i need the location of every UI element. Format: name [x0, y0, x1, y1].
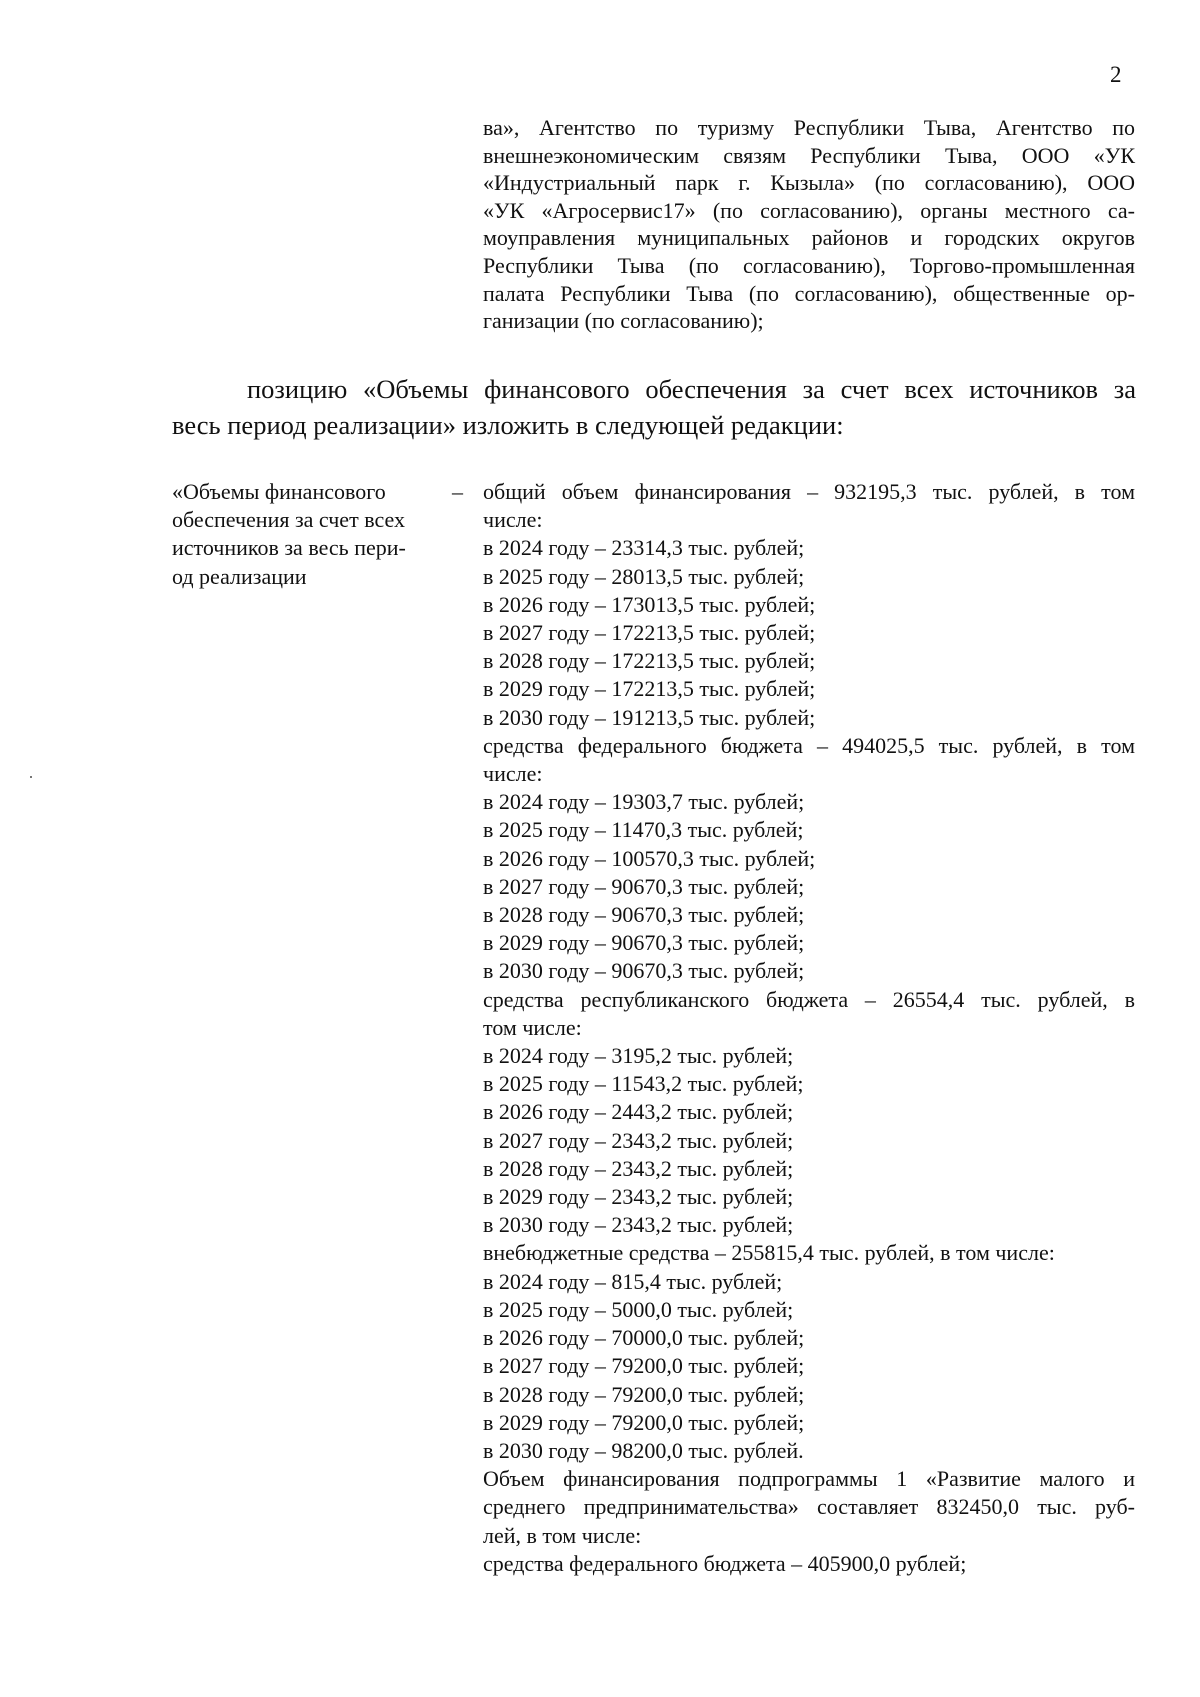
- text-line: средства федерального бюджета – 405900,0 рублей;: [483, 1550, 967, 1576]
- text-line: в 2028 году – 2343,2 тыс. рублей;: [483, 1155, 794, 1181]
- text-line: в 2028 году – 79200,0 тыс. рублей;: [483, 1381, 805, 1407]
- text-line: Объем финансирования подпрограммы 1 «Развитие малого и: [483, 1466, 1135, 1492]
- text-line: Республики Тыва (по согласованию), Торгово-промышленная: [483, 252, 1135, 278]
- text-line: числе:: [483, 761, 543, 787]
- text-line: ва», Агентство по туризму Республики Тыва, Агентство по: [483, 115, 1135, 140]
- text-line: в 2025 году – 11470,3 тыс. рублей;: [483, 817, 804, 843]
- text-line: од реализации: [172, 563, 307, 589]
- text-line: в 2030 году – 98200,0 тыс. рублей.: [483, 1437, 804, 1463]
- text-line: обеспечения за счет всех: [172, 507, 405, 533]
- text-line: в 2024 году – 815,4 тыс. рублей;: [483, 1268, 783, 1294]
- text-line: в 2027 году – 79200,0 тыс. рублей;: [483, 1353, 805, 1379]
- text-line: лей, в том числе:: [483, 1522, 642, 1548]
- continuation-paragraph: [483, 114, 1135, 335]
- text-line: ганизации (по согласованию);: [483, 308, 764, 334]
- text-line: в 2028 году – 90670,3 тыс. рублей;: [483, 902, 805, 928]
- text-line: в 2024 году – 19303,7 тыс. рублей;: [483, 789, 805, 815]
- text-line: в 2026 году – 70000,0 тыс. рублей;: [483, 1325, 805, 1351]
- text-line: в 2026 году – 173013,5 тыс. рублей;: [483, 591, 816, 617]
- text-line: в 2025 году – 11543,2 тыс. рублей;: [483, 1071, 804, 1097]
- text-line: в 2029 году – 90670,3 тыс. рублей;: [483, 930, 805, 956]
- text-line: в 2029 году – 2343,2 тыс. рублей;: [483, 1184, 794, 1210]
- financing-details: [483, 478, 1135, 1578]
- position-label: [172, 478, 442, 591]
- text-line: позицию «Объемы финансового обеспечения за счет всех источников за: [247, 374, 1136, 404]
- text-line: числе:: [483, 507, 543, 533]
- text-line: в 2030 году – 2343,2 тыс. рублей;: [483, 1212, 794, 1238]
- text-line: в 2026 году – 2443,2 тыс. рублей;: [483, 1099, 794, 1125]
- text-line: «УК «Агросервис17» (по согласованию), органы местного са-: [483, 197, 1135, 223]
- page-number: 2: [1110, 62, 1122, 87]
- text-line: «Индустриальный парк г. Кызыла» (по согласованию), ООО: [483, 170, 1135, 196]
- text-line: источников за весь пери-: [172, 535, 406, 561]
- text-line: палата Республики Тыва (по согласованию), общественные ор-: [483, 280, 1135, 306]
- text-line: в 2030 году – 90670,3 тыс. рублей;: [483, 958, 805, 984]
- text-line: средства федерального бюджета – 494025,5 тыс. рублей, в том: [483, 732, 1135, 758]
- text-line: общий объем финансирования – 932195,3 тыс. рублей, в том: [483, 479, 1135, 504]
- text-line: внешнеэкономическим связям Республики Тыва, ООО «УК: [483, 142, 1135, 168]
- text-line: в 2026 году – 100570,3 тыс. рублей;: [483, 845, 816, 871]
- text-line: в 2028 году – 172213,5 тыс. рублей;: [483, 648, 816, 674]
- text-line: в 2030 году – 191213,5 тыс. рублей;: [483, 704, 816, 730]
- text-line: внебюджетные средства – 255815,4 тыс. рублей, в том числе:: [483, 1240, 1055, 1266]
- text-line: том числе:: [483, 1014, 582, 1040]
- text-line: в 2029 году – 79200,0 тыс. рублей;: [483, 1409, 805, 1435]
- text-line: моуправления муниципальных районов и городских округов: [483, 225, 1135, 251]
- text-line: «Объемы финансового: [172, 479, 386, 504]
- text-line: среднего предпринимательства» составляет 832450,0 тыс. руб-: [483, 1494, 1135, 1520]
- scan-speck: [30, 776, 32, 778]
- text-line: в 2027 году – 172213,5 тыс. рублей;: [483, 620, 816, 646]
- text-line: в 2027 году – 90670,3 тыс. рублей;: [483, 873, 805, 899]
- text-line: в 2024 году – 23314,3 тыс. рублей;: [483, 535, 805, 561]
- text-line: в 2025 году – 28013,5 тыс. рублей;: [483, 563, 805, 589]
- text-line: весь период реализации» изложить в следующей редакции:: [172, 410, 844, 440]
- text-line: в 2027 году – 2343,2 тыс. рублей;: [483, 1127, 794, 1153]
- position-dash: –: [452, 479, 463, 504]
- text-line: средства республиканского бюджета – 26554,4 тыс. рублей, в: [483, 986, 1135, 1012]
- amendment-intro: [172, 371, 1136, 443]
- text-line: в 2029 году – 172213,5 тыс. рублей;: [483, 676, 816, 702]
- text-line: в 2024 году – 3195,2 тыс. рублей;: [483, 1043, 794, 1069]
- text-line: в 2025 году – 5000,0 тыс. рублей;: [483, 1296, 794, 1322]
